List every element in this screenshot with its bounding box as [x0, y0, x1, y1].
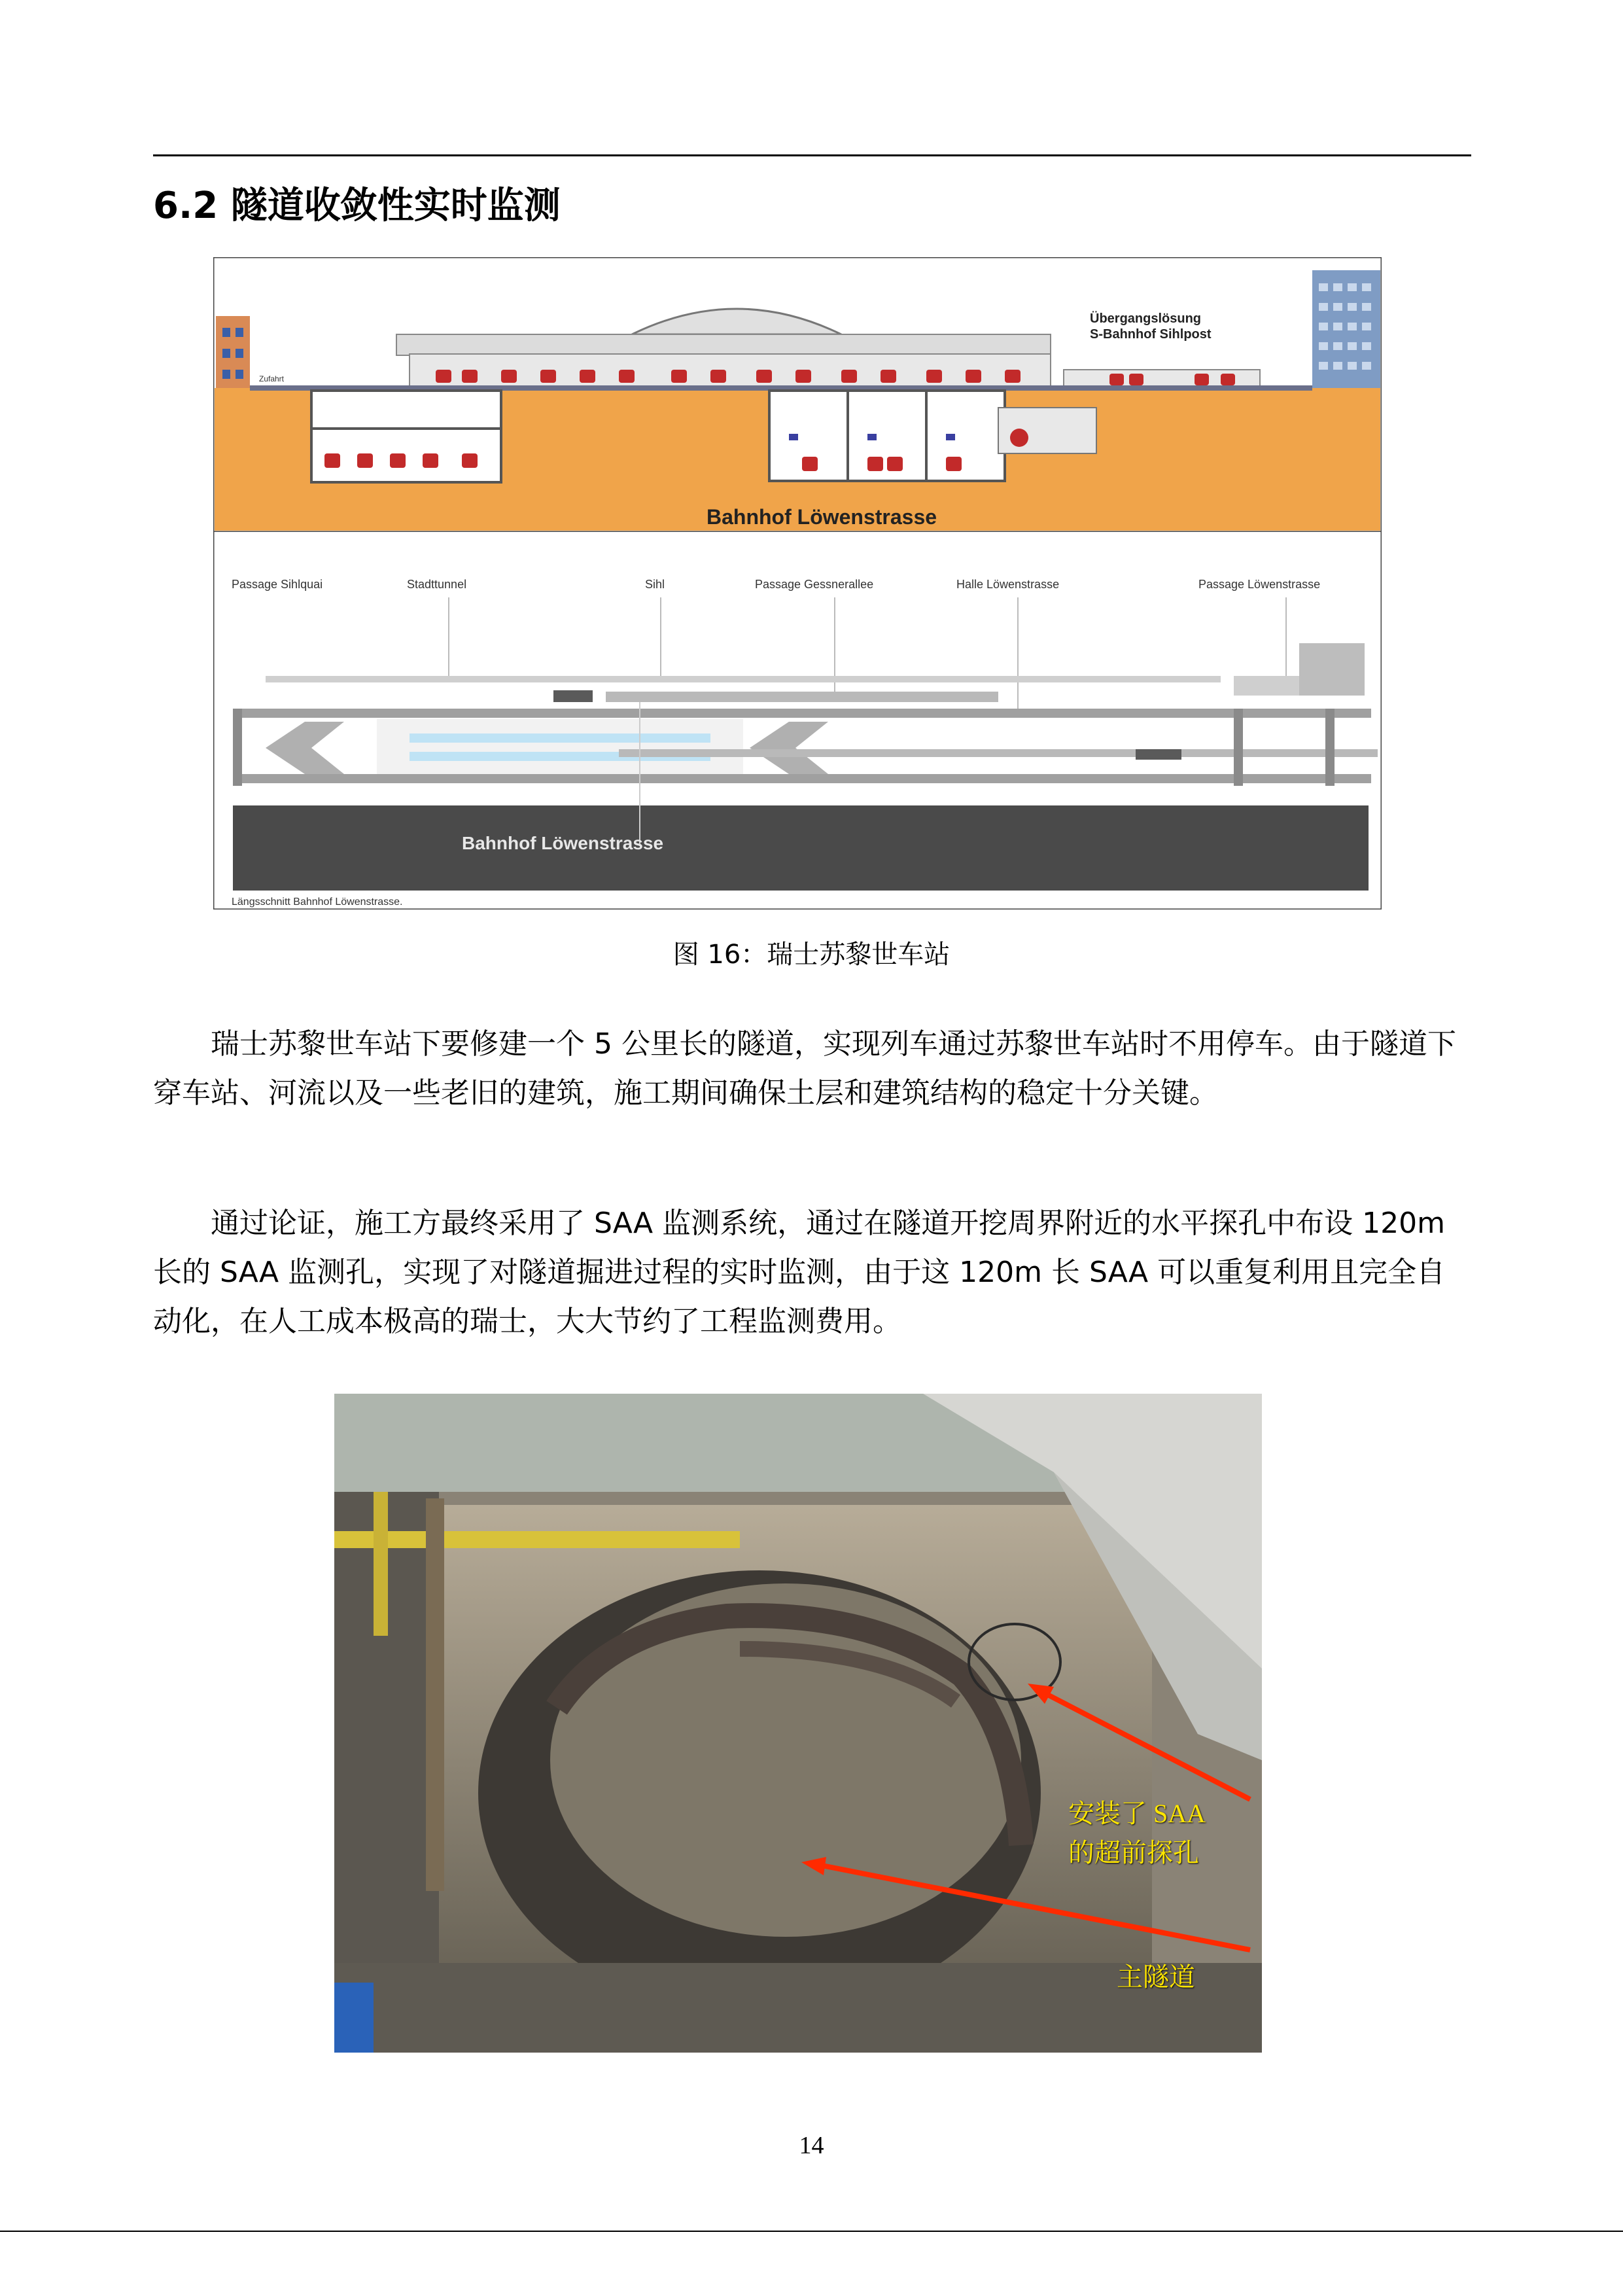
construction-photo	[334, 1394, 1262, 2053]
label-zufahrt: Zufahrt	[259, 374, 285, 383]
label-halle-loewenstrasse: Halle Löwenstrasse	[956, 578, 1060, 591]
section-title: 6.2 隧道收敛性实时监测	[153, 185, 561, 227]
label-passage-sihlquai: Passage Sihlquai	[232, 578, 323, 591]
page-number: 14	[799, 2132, 824, 2159]
label-sihl: Sihl	[645, 578, 665, 591]
label-station-top: Bahnhof Löwenstrasse	[707, 505, 937, 529]
label-station-bottom: Bahnhof Löwenstrasse	[462, 833, 664, 853]
label-s-bahnhof: S-Bahnhof Sihlpost	[1090, 327, 1212, 342]
saa-label-line1: 安装了 SAA	[1068, 1799, 1206, 1828]
main-tunnel-label: 主隧道	[1117, 1962, 1195, 1992]
label-stadttunnel: Stadttunnel	[407, 578, 467, 591]
saa-label-line2: 的超前探孔	[1068, 1838, 1199, 1867]
label-uebergang: Übergangslösung	[1090, 311, 1202, 326]
label-passage-gessnerallee: Passage Gessnerallee	[755, 578, 874, 591]
figure-caption: 图 16：瑞士苏黎世车站	[672, 940, 951, 970]
label-laengsschnitt: Längsschnitt Bahnhof Löwenstrasse.	[232, 896, 403, 908]
header-rule	[153, 154, 1471, 156]
paragraph-1: 瑞士苏黎世车站下要修建一个 5 公里长的隧道，实现列车通过苏黎世车站时不用停车。由于隧道下穿车站、河流以及一些老旧的建筑，施工期间确保土层和建筑结构的稳定十分关键。	[153, 1027, 1456, 1110]
paragraph-2: 通过论证，施工方最终采用了 SAA 监测系统，通过在隧道开挖周界附近的水平探孔中布设 120m 长的 SAA 监测孔，实现了对隧道掘进过程的实时监测，由于这 120m 长 SAA 可以重复利用且完全自动化，在人工成本极高的瑞士，大大节约了工程监测费用。	[153, 1207, 1446, 1338]
station-diagram	[213, 257, 1382, 910]
footer-rule	[0, 2231, 1623, 2232]
label-passage-loewenstrasse: Passage Löwenstrasse	[1198, 578, 1321, 591]
